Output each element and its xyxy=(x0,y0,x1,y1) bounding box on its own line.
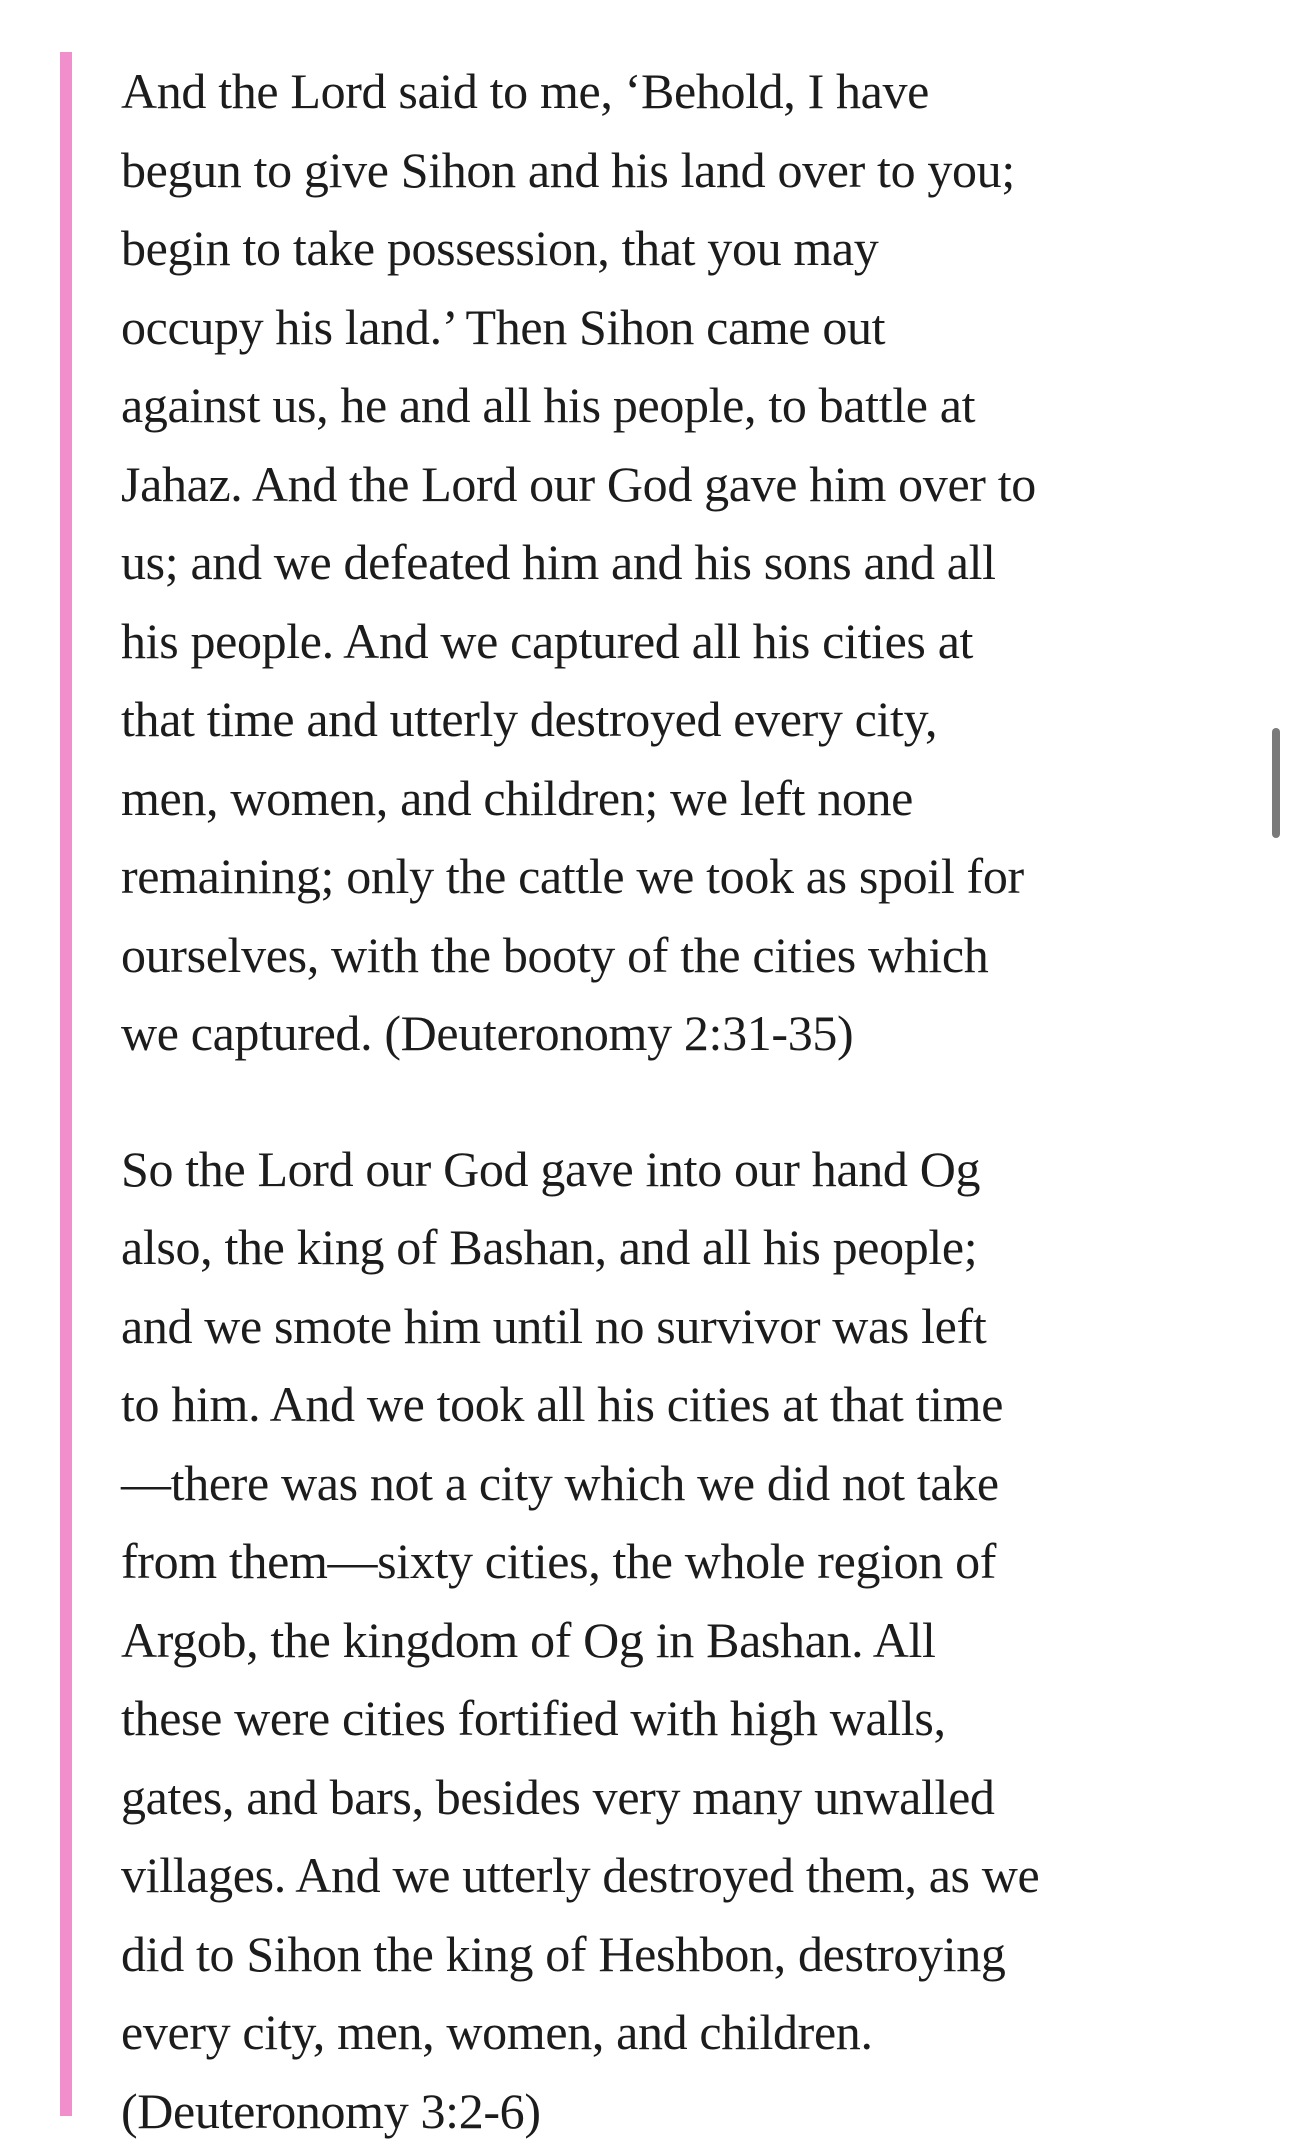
quote-paragraph-1 xyxy=(121,52,1210,1073)
text-line: gates, and bars, besides very many unwalled xyxy=(121,1758,1210,1837)
text-line: Jahaz. And the Lord our God gave him over to xyxy=(121,445,1210,524)
text-line: So the Lord our God gave into our hand Og xyxy=(121,1130,1210,1209)
text-line: ourselves, with the booty of the cities which xyxy=(121,916,1210,995)
scrollbar-thumb[interactable] xyxy=(1272,728,1280,838)
text-line: against us, he and all his people, to battle at xyxy=(121,366,1210,445)
text-line: his people. And we captured all his cities at xyxy=(121,602,1210,681)
text-line: did to Sihon the king of Heshbon, destroying xyxy=(121,1915,1210,1994)
blockquote xyxy=(60,52,1210,2116)
text-line: begin to take possession, that you may xyxy=(121,209,1210,288)
text-line: us; and we defeated him and his sons and all xyxy=(121,523,1210,602)
text-line: that time and utterly destroyed every city, xyxy=(121,680,1210,759)
text-line: Argob, the kingdom of Og in Bashan. All xyxy=(121,1601,1210,1680)
text-line: occupy his land.’ Then Sihon came out xyxy=(121,288,1210,367)
text-line: begun to give Sihon and his land over to you; xyxy=(121,131,1210,210)
quote-paragraph-2 xyxy=(121,1130,1210,2150)
text-line: and we smote him until no survivor was left xyxy=(121,1287,1210,1366)
text-line: every city, men, women, and children. xyxy=(121,1993,1210,2072)
text-line: these were cities fortified with high walls, xyxy=(121,1679,1210,1758)
text-line: we captured. (Deuteronomy 2:31-35) xyxy=(121,994,1210,1073)
text-line: (Deuteronomy 3:2-6) xyxy=(121,2072,1210,2150)
text-line: to him. And we took all his cities at that time xyxy=(121,1365,1210,1444)
text-line: remaining; only the cattle we took as spoil for xyxy=(121,837,1210,916)
text-line: And the Lord said to me, ‘Behold, I have xyxy=(121,52,1210,131)
text-line: villages. And we utterly destroyed them, as we xyxy=(121,1836,1210,1915)
text-line: men, women, and children; we left none xyxy=(121,759,1210,838)
text-line: also, the king of Bashan, and all his people; xyxy=(121,1208,1210,1287)
text-line: —there was not a city which we did not take xyxy=(121,1444,1210,1523)
text-line: from them—sixty cities, the whole region of xyxy=(121,1522,1210,1601)
